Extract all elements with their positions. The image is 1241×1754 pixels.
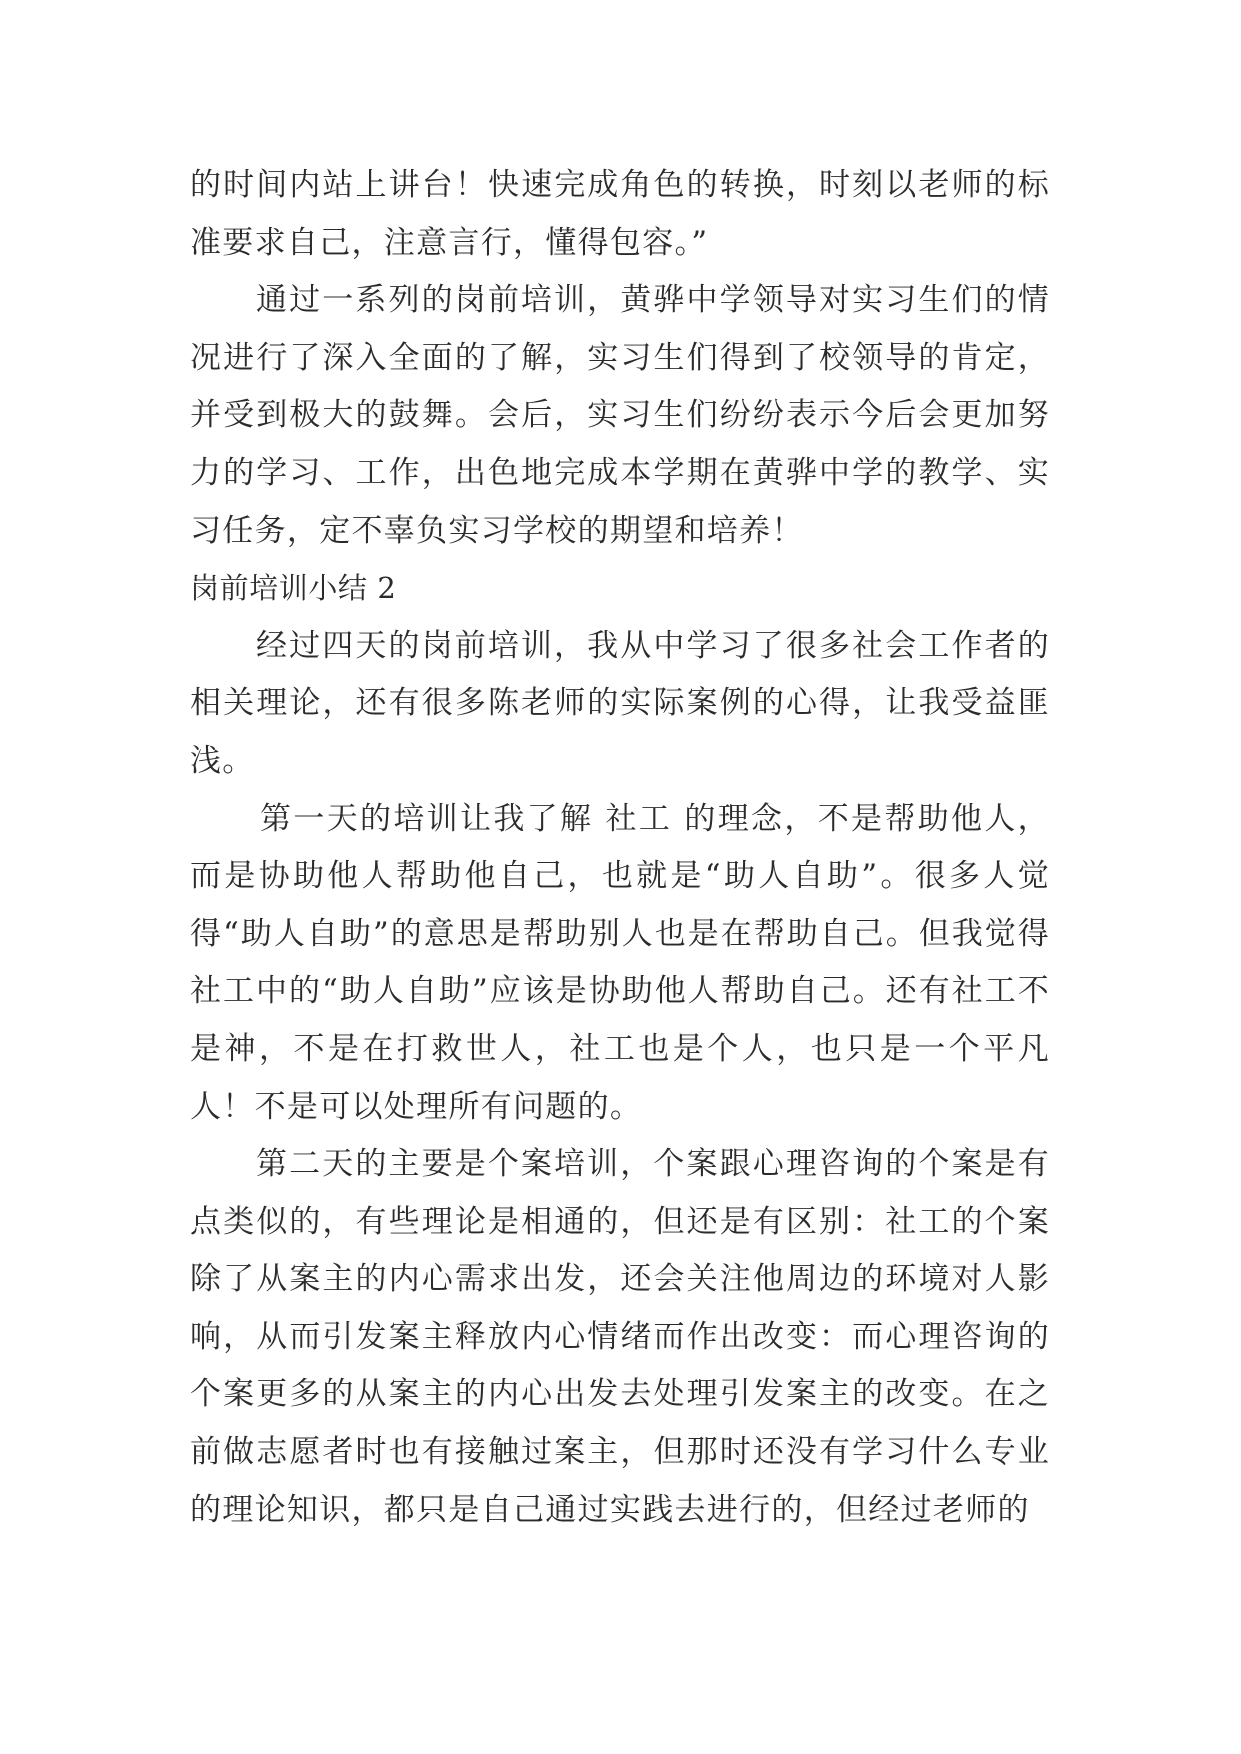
paragraph-continuation: 的时间内站上讲台！快速完成角色的转换，时刻以老师的标准要求自己，注意言行，懂得包容。”	[190, 167, 1050, 261]
paragraph-four-days: 经过四天的岗前培训，我从中学习了很多社会工作者的相关理论，还有很多陈老师的实际案例的心得，让我受益匪浅。	[190, 627, 1050, 779]
paragraph-first-day: 第一天的培训让我了解 社工 的理念，不是帮助他人，而是协助他人帮助他自己，也就是“助人自助”。很多人觉得“助人自助”的意思是帮助别人也是在帮助自己。但我觉得社工中的“助人自助”应该是协助他人帮助自己。还有社工不是神，不是在打救世人，社工也是个人，也只是一个平凡人！不是可以处理所有问题的。	[190, 800, 1050, 1125]
paragraph-training-summary: 通过一系列的岗前培训，黄骅中学领导对实习生们的情况进行了深入全面的了解，实习生们得到了校领导的肯定，并受到极大的鼓舞。会后，实习生们纷纷表示今后会更加努力的学习、工作，出色地完成本学期在黄骅中学的教学、实习任务，定不辜负实习学校的期望和培养！	[190, 282, 1050, 549]
document-body	[190, 157, 1050, 1539]
paragraph-second-day: 第二天的主要是个案培训，个案跟心理咨询的个案是有点类似的，有些理论是相通的，但还是有区别：社工的个案除了从案主的内心需求出发，还会关注他周边的环境对人影响，从而引发案主释放内心情绪而作出改变：而心理咨询的个案更多的从案主的内心出发去处理引发案主的改变。在之前做志愿者时也有接触过案主，但那时还没有学习什么专业的理论知识，都只是自己通过实践去进行的，但经过老师的	[190, 1146, 1050, 1528]
section-title: 岗前培训小结 2	[190, 571, 397, 606]
